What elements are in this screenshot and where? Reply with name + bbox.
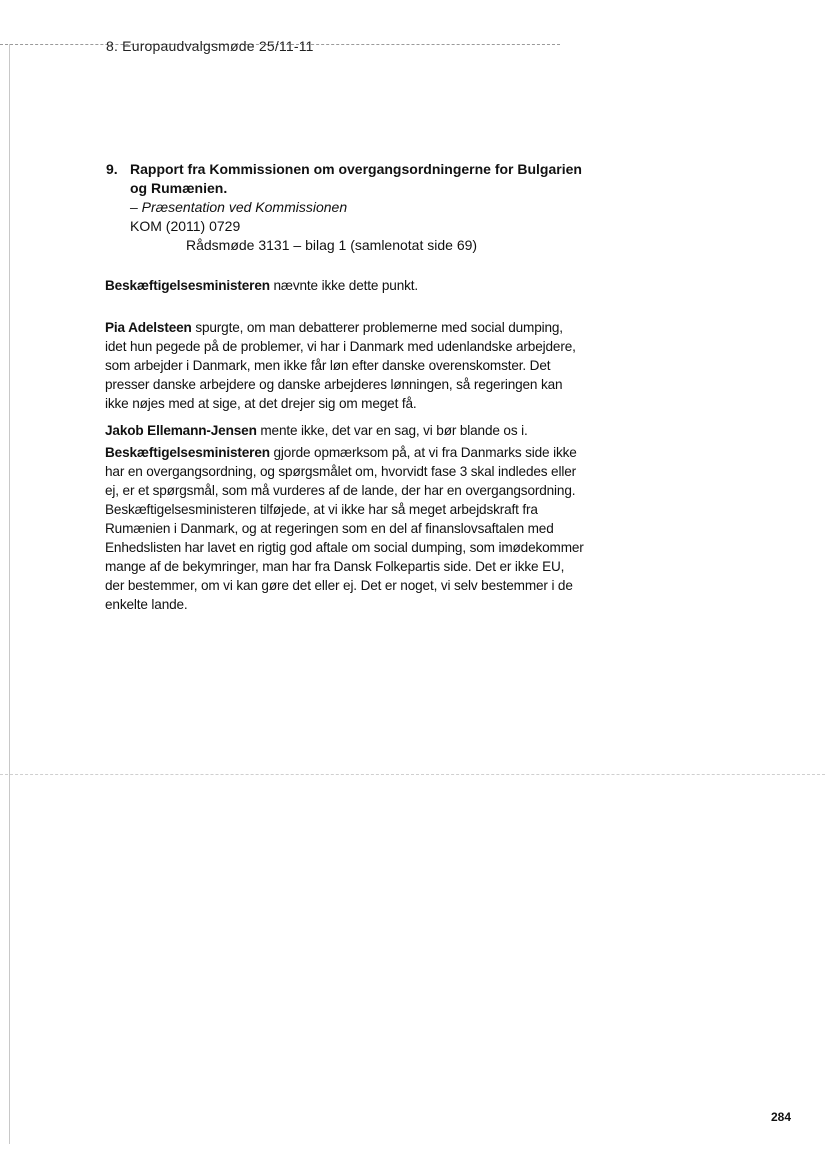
agenda-kom-reference: KOM (2011) 0729 xyxy=(130,218,241,234)
paragraph-4 xyxy=(105,443,585,614)
agenda-title xyxy=(106,160,606,179)
paragraph-text: gjorde opmærksom på, at vi fra Danmarks side ikke har en overgangsordning, og spørgsmålet om, hvorvidt fase 3 skal indledes eller ej, er et spørgsmål, som må vurderes af de lande, der har en overgangsordning. Beskæftigelsesministeren tilføjede, at vi ikke har så meget arbejdskraft fra Rumænien i Danmark, og at regeringen som en del af finanslovsaftalen med Enhedslisten har lavet en rigtig god aftale om social dumping, som imødekommer mange af de bekymringer, man har fra Dansk Folkepartis side. Det er ikke EU, der bestemmer, om vi kan gøre det eller ej. Det er noget, vi selv bestemmer i de enkelte lande. xyxy=(105,445,584,612)
paragraph-2 xyxy=(105,318,585,413)
scan-edge-left xyxy=(9,44,10,1144)
agenda-presentation: – Præsentation ved Kommissionen xyxy=(130,199,348,215)
speaker-name: Beskæftigelsesministeren xyxy=(105,278,270,293)
paragraph-1 xyxy=(105,276,585,295)
paragraph-text: nævnte ikke dette punkt. xyxy=(269,278,419,293)
agenda-title-line-1: Rapport fra Kommissionen om overgangsordningerne for Bulgarien xyxy=(130,161,582,177)
scan-line-middle xyxy=(0,774,825,775)
agenda-council-reference: Rådsmøde 3131 – bilag 1 (samlenotat side 69) xyxy=(186,237,478,253)
speaker-name: Jakob Ellemann-Jensen xyxy=(105,423,257,438)
agenda-number: 9. xyxy=(106,161,118,177)
speaker-name: Beskæftigelsesministeren xyxy=(105,445,270,460)
agenda-item xyxy=(106,160,606,255)
page-number: 284 xyxy=(771,1110,792,1124)
agenda-title-line-2: og Rumænien. xyxy=(130,180,228,196)
speaker-name: Pia Adelsteen xyxy=(105,320,192,335)
paragraph-text: spurgte, om man debatterer problemerne med social dumping, idet hun pegede på de problemer, vi har i Danmark med udenlandske arbejdere, som arbejder i Danmark, men ikke får løn efter danske overenskomster. Det presser danske arbejdere og danske arbejderes lønningen, så regeringen kan ikke nøjes med at sige, at det drejer sig om meget få. xyxy=(105,320,576,411)
meeting-header: 8. Europaudvalgsmøde 25/11-11 xyxy=(106,38,314,54)
paragraph-text: mente ikke, det var en sag, vi bør blande os i. xyxy=(256,423,528,438)
paragraph-3 xyxy=(105,421,585,440)
